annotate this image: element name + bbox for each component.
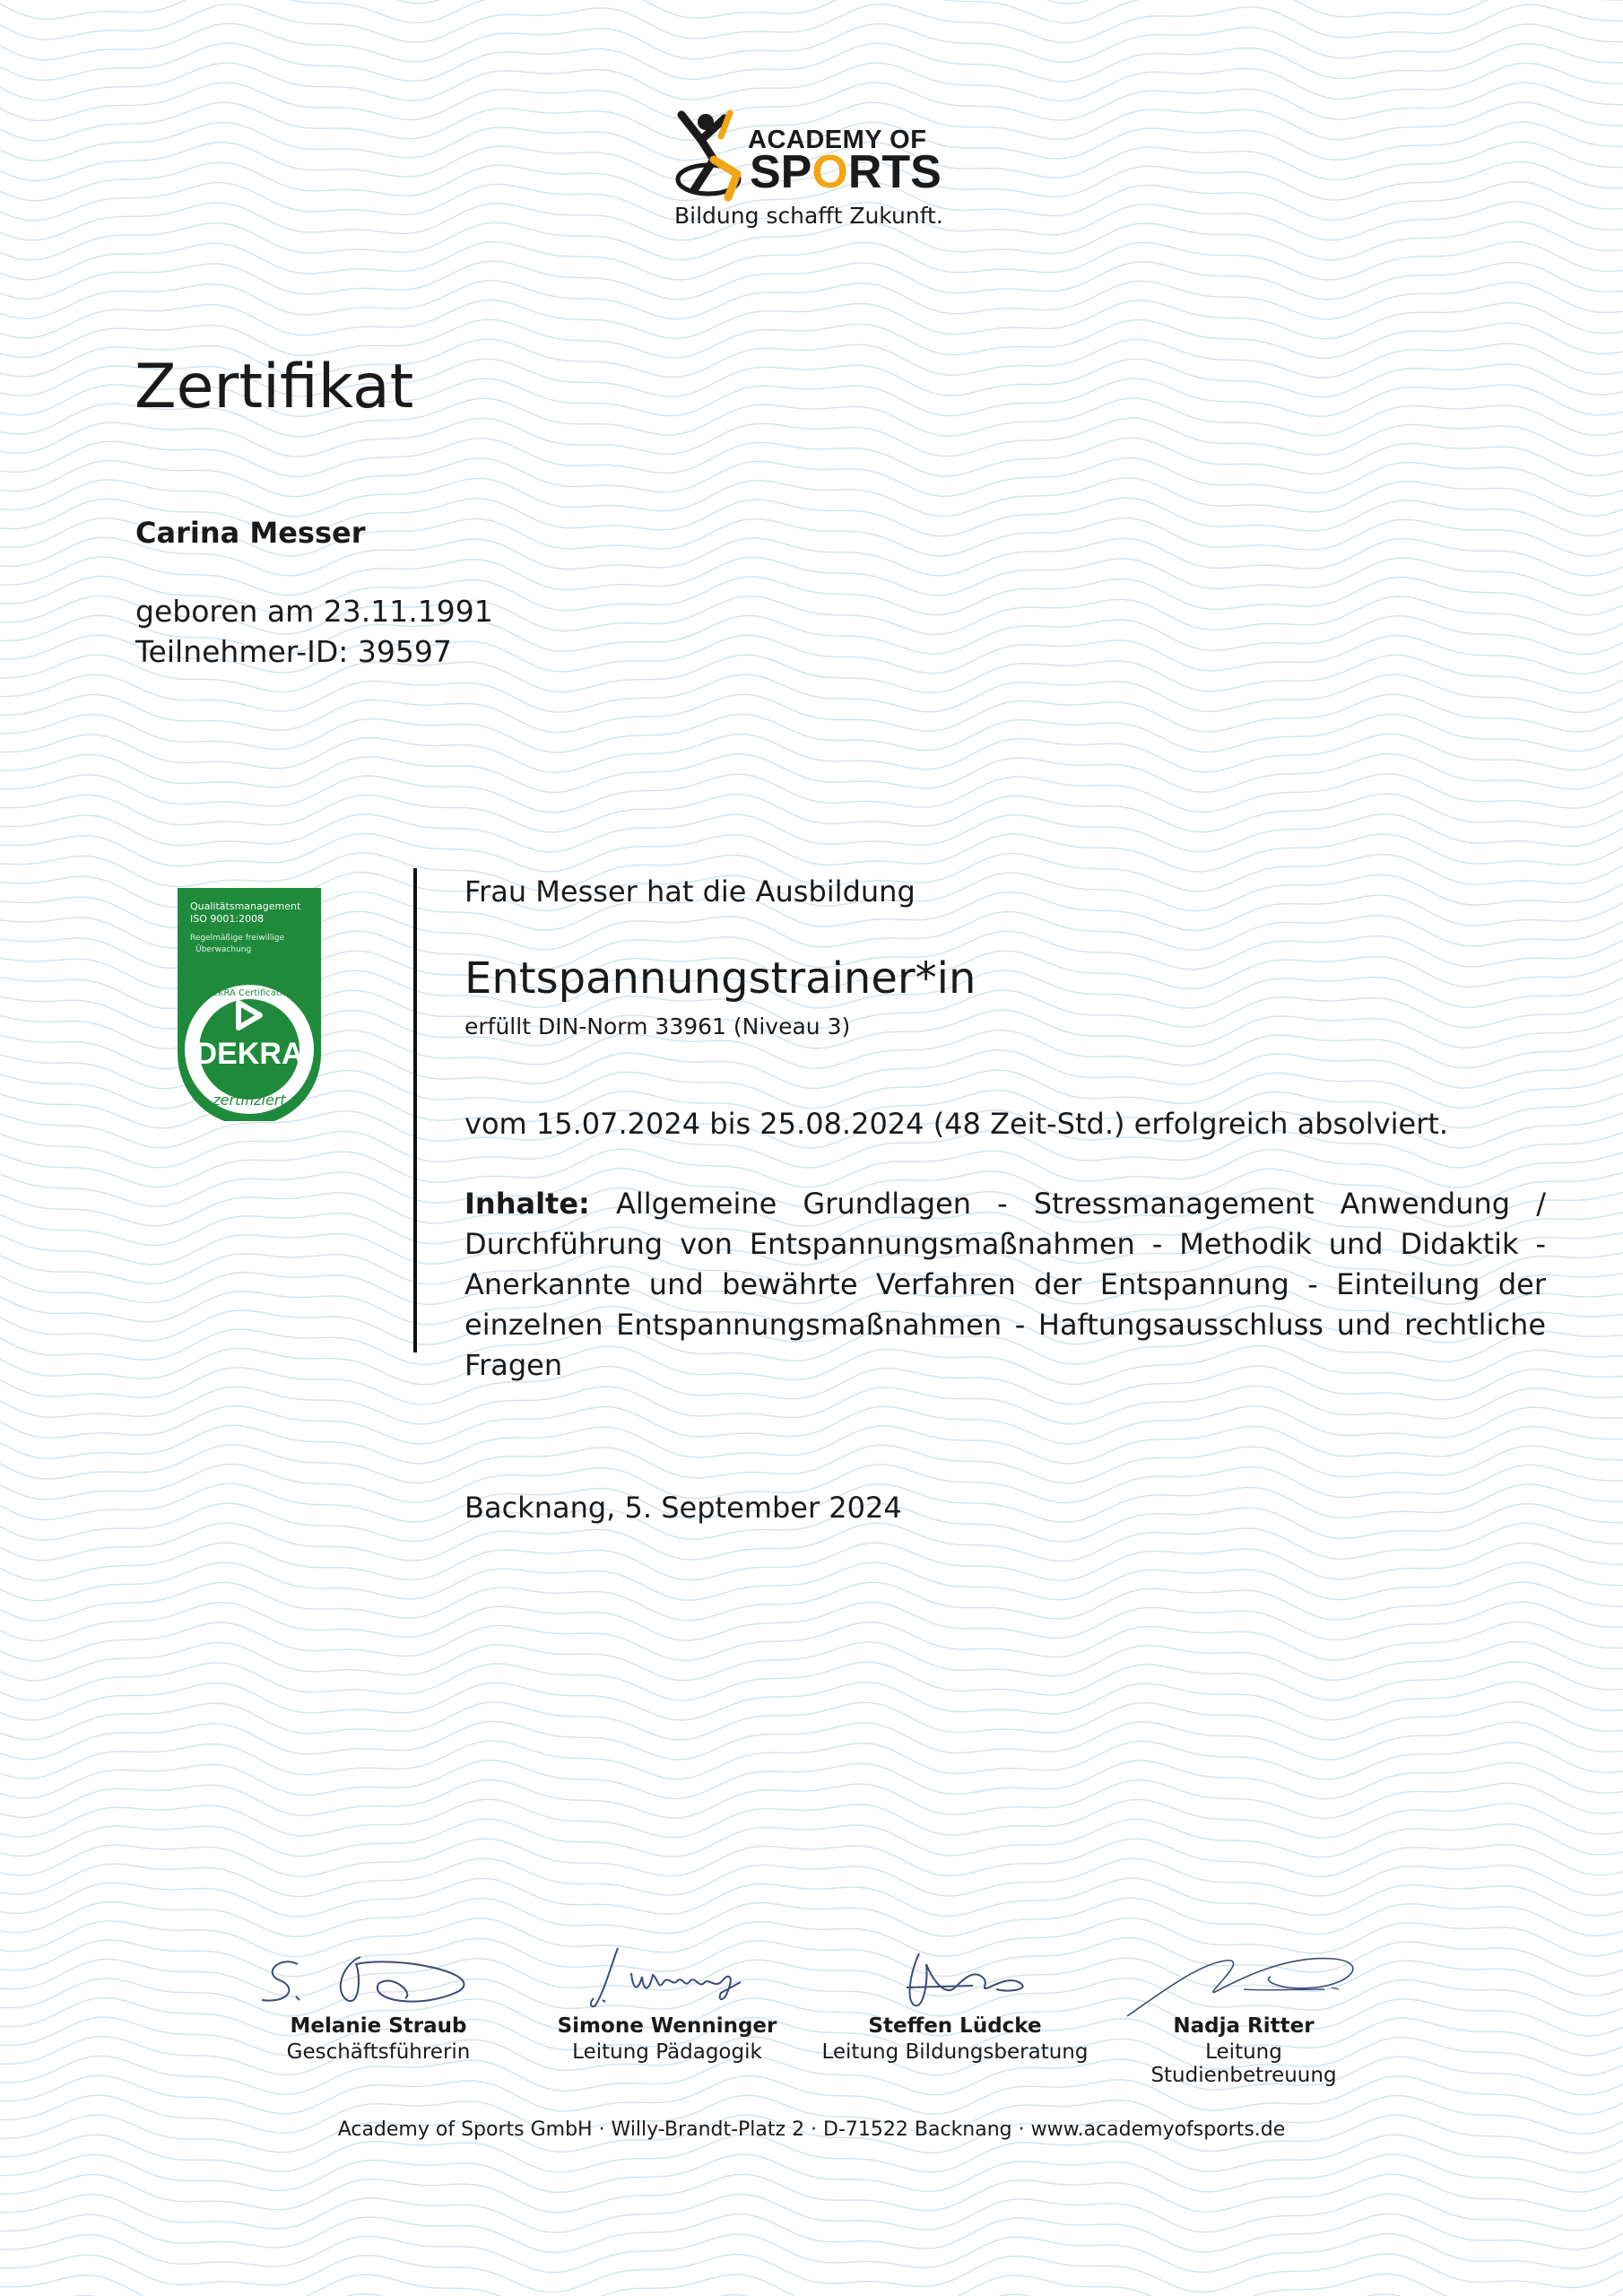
logo-sports-prefix: SP [750,146,812,198]
wave-line [0,261,1623,300]
wave-line [0,2274,1623,2296]
contents-text: Allgemeine Grundlagen - Stressmanagement Anwendung / Durchführung von Entspannungsmaßnahmen - Methodik und Didaktik - Anerkannte und bewährte Verfahren der Entspannung - Einteilung der einzelnen Entspannungsmaßnahmen - Haftungsausschluss und rechtliche Fragen [464,1187,1547,1382]
wave-line [0,478,1623,517]
logo-sports-accent: O [812,146,848,198]
wave-line [0,2213,1623,2252]
signature-block [820,1937,1089,2081]
place-and-date: Backnang, 5. September 2024 [464,1491,902,1525]
wave-line [0,418,1623,457]
wave-line [0,1839,1623,1876]
birth-date: geboren am 23.11.1991 [135,594,493,629]
signature-block [533,1937,802,2081]
logo-brand-line2 [750,147,942,197]
signatory-name: Melanie Straub [290,2014,467,2038]
wave-line [0,1741,1623,1779]
wave-line [0,43,1623,82]
dekra-seal-icon [178,888,321,1121]
wave-line [0,281,1623,319]
wave-line [0,1858,1623,1897]
wave-line [0,438,1623,476]
signature-block [244,1937,513,2081]
wave-line [0,1523,1623,1561]
wave-line [0,2075,1623,2115]
certificate-title: Zertifikat [135,352,414,422]
wave-line [0,753,1623,792]
handwritten-signature [1109,1937,1378,2018]
wave-line [0,1721,1623,1760]
recipient-name: Carina Messer [135,516,366,550]
wave-line [0,714,1623,752]
wave-line [0,674,1623,713]
wave-line [0,1386,1623,1424]
footer-address: Academy of Sports GmbH · Willy-Brandt-Platz 2 · D-71522 Backnang · www.academyofsports.de [337,2118,1286,2141]
intro-text: Frau Messer hat die Ausbildung [464,874,916,909]
wave-line [0,458,1623,497]
wave-line [0,0,1623,4]
wave-line [0,1779,1623,1818]
vertical-divider [413,868,417,1352]
participant-id: Teilnehmer-ID: 39597 [135,634,452,669]
signatory-role: Leitung Pädagogik [572,2040,762,2064]
signature-block [1109,1937,1378,2087]
wave-line [0,1799,1623,1838]
signatory-name: Nadja Ritter [1173,2014,1315,2038]
logo-brand-line1: ACADEMY OF [748,126,927,154]
wave-line [0,1702,1623,1741]
wave-line [0,814,1623,852]
logo-tagline: Bildung schafft Zukunft. [674,203,943,229]
badge-line2: ISO 9001:2008 [190,913,265,925]
badge-brand: DEKRA [195,1037,304,1071]
wave-line [0,1602,1623,1640]
wave-line [0,2174,1623,2213]
wave-line [0,1582,1623,1621]
wave-line [0,734,1623,772]
wave-line [0,1543,1623,1580]
wave-line [0,794,1623,832]
wave-line [0,1425,1623,1464]
contents-label: Inhalte: [464,1187,590,1221]
wave-line [0,23,1623,62]
wave-line [0,1445,1623,1483]
handwritten-signature [533,1937,802,2018]
badge-line3: Regelmäßige freiwillige [190,934,285,943]
badge-line4: Überwachung [195,945,252,954]
logo-sports-suffix: RTS [847,146,942,198]
signatory-name: Steffen Lüdcke [868,2014,1042,2038]
norm-text: erfüllt DIN-Norm 33961 (Niveau 3) [464,1013,851,1039]
wave-line [0,63,1623,101]
wave-line [0,1406,1623,1444]
wave-line [0,834,1623,872]
wave-line [0,0,1623,23]
wave-line [0,1819,1623,1857]
signatory-role: Geschäftsführerin [286,2040,471,2064]
badge-line1: Qualitätsmanagement [190,900,301,912]
signatory-role: Leitung Bildungsberatung [821,2040,1089,2064]
wave-line [0,1149,1623,1187]
academy-of-sports-logo [674,109,952,235]
course-title: Entspannungstrainer*in [464,953,976,1004]
wave-line [0,1898,1623,1936]
badge-status: zertifiziert [213,1091,286,1109]
wave-line [0,2194,1623,2232]
wave-line [0,1562,1623,1601]
athlete-figure-icon [674,109,755,203]
badge-ring-text: DEKRA Certification [204,988,294,998]
course-contents [464,1184,1546,1386]
wave-line [0,242,1623,280]
signatory-name: Simone Wenninger [557,2014,777,2038]
wave-line [0,1642,1623,1681]
signatory-role: Leitung Studienbetreuung [1150,2040,1337,2087]
wave-line [0,694,1623,733]
wave-line [0,2154,1623,2193]
handwritten-signature [244,1937,513,2018]
wave-line [0,1622,1623,1660]
course-period: vom 15.07.2024 bis 25.08.2024 (48 Zeit-Std.) erfolgreich absolviert. [464,1107,1449,1141]
handwritten-signature [820,1937,1089,2018]
